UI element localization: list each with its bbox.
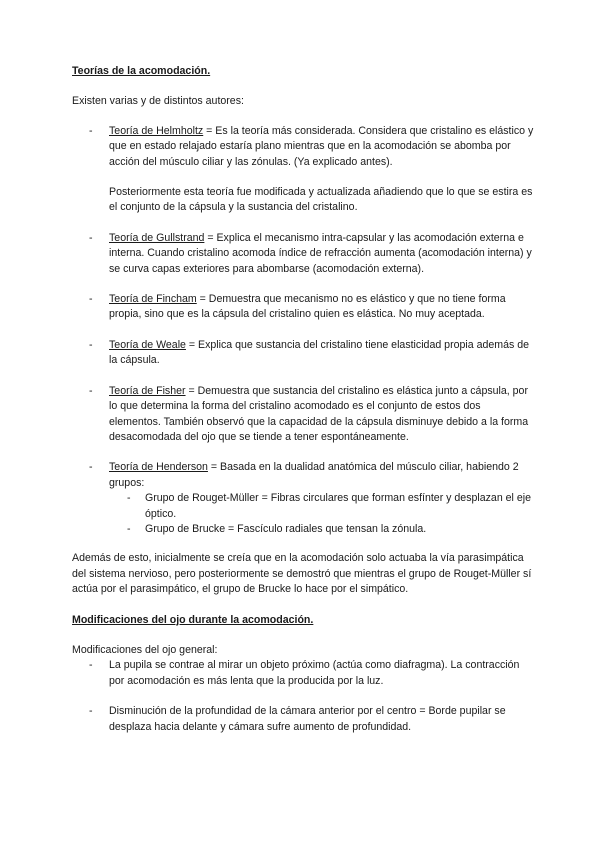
theory-text: = Demuestra que sustancia del cristalino es elástica junto a cápsula, por lo que determina la forma del cristalino acomodado es el conjunto de estos dos elementos. También observó que la capacidad de la cápsula disminuye debido a la forma desacomodada del ojo que se tiende a tener espontáneamente. bbox=[109, 384, 529, 443]
theory-text: = Es la teoría más considerada. Considera que cristalino es elástico y que en estado relajado estaría plano mientras que en la acomodación se abomba por acción del músculo ciliar y las zónulas. (Ya explicado antes). bbox=[109, 124, 534, 168]
list-item-henderson bbox=[72, 460, 534, 537]
theory-extra-paragraph: Posteriormente esta teoría fue modificada y actualizada añadiendo que lo que se estira es el conjunto de la cápsula y la sustancia del cristalino. bbox=[109, 186, 533, 214]
section-intro: Modificaciones del ojo general: bbox=[72, 643, 218, 656]
theory-text: = Explica el mecanismo intra-capsular y las acomodación externa e interna. Cuando cristalino acomoda índice de refracción aumenta (acomodación interna) y se curva capas exteriores para abombarse (acomodación externa). bbox=[109, 231, 532, 275]
list-item-fincham bbox=[72, 292, 534, 323]
theory-text: = Basada en la dualidad anatómica del músculo ciliar, habiendo 2 grupos: bbox=[109, 461, 519, 489]
list-item-gullstrand bbox=[72, 231, 534, 277]
theory-text: = Demuestra que mecanismo no es elástico y que no tiene forma propia, sino que es la cápsula del cristalino quien es elástica. No muy aceptada. bbox=[109, 293, 506, 321]
section-intro: Existen varias y de distintos autores: bbox=[72, 95, 244, 108]
list-item-helmholtz bbox=[72, 124, 534, 216]
bullet-dash: - bbox=[89, 659, 93, 672]
theory-name: Teoría de Helmholtz bbox=[109, 124, 204, 137]
bullet-dash: - bbox=[89, 384, 93, 397]
modification-text: Disminución de la profundidad de la cámara anterior por el centro = Borde pupilar se desplaza hacia delante y cámara sufre aumento de profundidad. bbox=[109, 705, 506, 733]
modification-text: La pupila se contrae al mirar un objeto próximo (actúa como diafragma). La contracción por acomodación es más lenta que la producida por la luz. bbox=[109, 659, 520, 687]
theory-name: Teoría de Henderson bbox=[109, 461, 208, 474]
theory-text: = Explica que sustancia del cristalino tiene elasticidad propia además de la cápsula. bbox=[109, 338, 529, 367]
theory-name: Teoría de Gullstrand bbox=[109, 231, 205, 244]
sub-list-item bbox=[109, 491, 534, 522]
bullet-dash: - bbox=[127, 492, 131, 505]
bullet-dash: - bbox=[89, 461, 93, 474]
bullet-dash: - bbox=[89, 705, 93, 718]
bullet-dash: - bbox=[127, 522, 131, 535]
theory-name: Teoría de Weale bbox=[109, 338, 186, 351]
theory-name: Teoría de Fisher bbox=[109, 384, 186, 397]
list-item-pupil bbox=[72, 658, 534, 689]
henderson-groups-list bbox=[109, 491, 534, 537]
bullet-dash: - bbox=[89, 124, 93, 137]
section-heading-theories: Teorías de la acomodación. bbox=[72, 65, 211, 77]
bullet-dash: - bbox=[89, 293, 93, 306]
sub-item-text: Grupo de Rouget-Müller = Fibras circulares que forman esfínter y desplazan el eje óptico. bbox=[145, 492, 531, 520]
theories-list bbox=[72, 124, 534, 538]
list-item-anterior-chamber bbox=[72, 704, 534, 735]
list-item-weale bbox=[72, 338, 534, 369]
sub-list-item bbox=[109, 522, 534, 537]
sub-item-text: Grupo de Brucke = Fascículo radiales que tensan la zónula. bbox=[145, 522, 427, 535]
theory-name: Teoría de Fincham bbox=[109, 293, 197, 306]
bullet-dash: - bbox=[89, 231, 93, 244]
closing-paragraph: Además de esto, inicialmente se creía que en la acomodación solo actuaba la vía parasimpática del sistema nervioso, pero posteriormente se demostró que mientras el grupo de Rouget-Müller sí actúa por el parasimpático, el grupo de Brucke lo hace por el simpático. bbox=[72, 552, 532, 596]
document-page bbox=[72, 64, 534, 735]
section-heading-modifications: Modificaciones del ojo durante la acomodación. bbox=[72, 613, 314, 626]
list-item-fisher bbox=[72, 384, 534, 446]
bullet-dash: - bbox=[89, 338, 93, 351]
modifications-list bbox=[72, 658, 534, 735]
